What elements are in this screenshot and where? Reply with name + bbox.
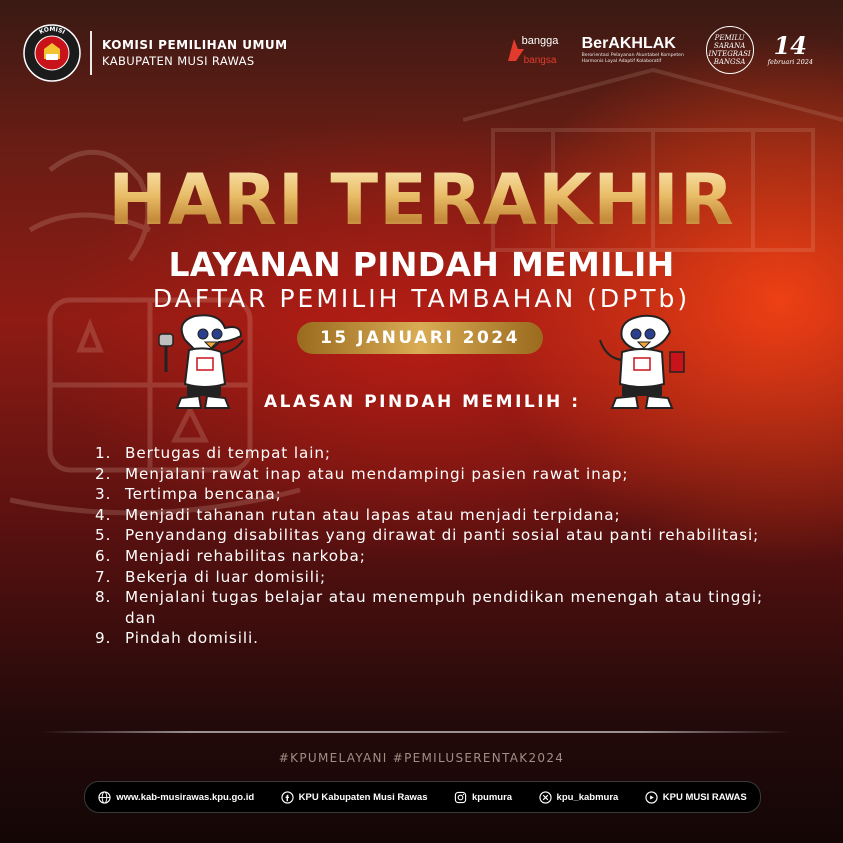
list-item [95,546,795,567]
item-text: Penyandang disabilitas yang dirawat di panti sosial atau panti rehabilitasi; [125,526,760,545]
list-item [95,484,795,505]
x-link[interactable] [539,791,619,804]
item-text: Bertugas di tempat lain; [125,444,331,462]
item-text: Tertimpa bencana; [125,485,282,504]
berakhlak-title: BerAKHLAK [581,35,676,52]
org-unit: KABUPATEN MUSI RAWAS [102,54,255,68]
item-number: 6. [95,546,112,565]
x-icon [539,791,552,804]
globe-icon [98,791,111,804]
election-date-day: 14 [773,31,807,60]
x-text: kpu_kabmura [556,791,619,803]
item-text: Menjalani rawat inap atau mendampingi pasien rawat inap; [125,464,629,483]
item-number: 7. [95,567,112,586]
header [22,22,288,84]
item-number: 3. [95,485,112,504]
reasons-heading: ALASAN PINDAH MEMILIH : [264,392,581,412]
subtitle-service: LAYANAN PINDAH MEMILIH [168,245,675,284]
list-item [95,464,795,485]
youtube-text: KPU MUSI RAWAS [662,791,747,803]
berakhlak-logo [582,35,692,65]
list-item [95,587,795,628]
website-text: www.kab-musirawas.kpu.go.id [116,791,255,803]
item-number: 8. [95,588,112,607]
instagram-link[interactable] [454,791,512,804]
list-item [95,443,795,464]
instagram-icon [454,791,467,804]
deadline-date-pill: 15 JANUARI 2024 [297,322,543,354]
instagram-text: kpumura [471,791,513,803]
partner-logos [504,26,813,74]
bangga-text-1: bangga [521,35,559,47]
list-item [95,628,795,649]
logo-text-top: KOMISI [38,25,66,37]
header-divider [90,31,92,75]
main-title: HARI TERAKHIR [0,155,843,245]
item-number: 1. [95,444,112,462]
reasons-list [95,443,795,649]
item-number: 9. [95,629,112,648]
pemilu-badge: PEMILU SARANA INTEGRASI BANGSA [706,26,754,74]
mascot-left-icon [145,312,250,412]
item-text: Bekerja di luar domisili; [125,567,327,586]
item-text: Menjadi rehabilitas narkoba; [125,546,366,565]
berakhlak-tagline: Berorientasi Pelayanan Akuntabel Kompeten Harmonis Loyal Adaptif Kolaboratif [581,53,684,64]
social-bar [84,781,761,813]
item-number: 4. [95,505,112,524]
header-text [102,38,288,68]
list-item [95,505,795,526]
bangga-melayani-bangsa-logo [504,29,568,71]
org-name: KOMISI PEMILIHAN UMUM [102,38,288,52]
website-link[interactable] [98,791,254,804]
footer-divider [40,731,792,733]
item-number: 5. [95,526,112,545]
list-item [95,525,795,546]
item-text: Pindah domisili. [125,629,259,648]
election-date-badge [767,31,813,66]
youtube-link[interactable] [645,791,747,804]
item-number: 2. [95,464,112,483]
subtitle-list: DAFTAR PEMILIH TAMBAHAN (DPTb) [152,284,691,313]
facebook-text: KPU Kabupaten Musi Rawas [298,791,428,803]
election-date-rest: februari 2024 [767,58,813,66]
item-text: Menjadi tahanan rutan atau lapas atau menjadi terpidana; [125,505,621,524]
hashtags: #KPUMELAYANI #PEMILUSERENTAK2024 [278,751,565,765]
kpu-logo-icon [22,23,82,83]
youtube-icon [645,791,658,804]
list-item [95,567,795,588]
facebook-icon [281,791,294,804]
bangga-text-2: bangsa [523,55,557,66]
item-text: Menjalani tugas belajar atau menempuh pendidikan menengah atau tinggi; dan [125,588,764,627]
facebook-link[interactable] [281,791,428,804]
mascot-right-icon [592,312,697,412]
